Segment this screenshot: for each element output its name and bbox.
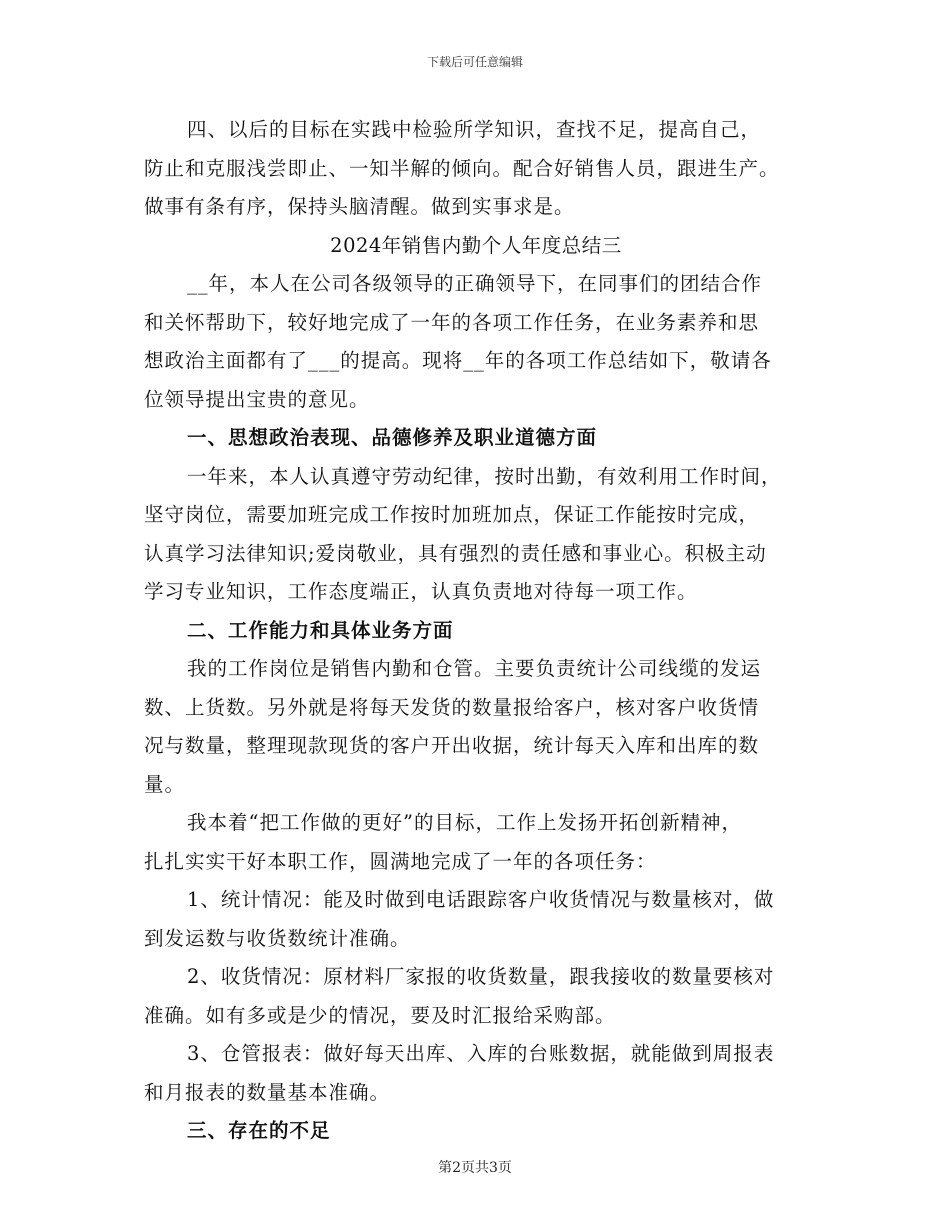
text-line: 一年来，本人认真遵守劳动纪律，按时出勤，有效利用工作时间，	[187, 464, 782, 488]
text-line: 四、以后的目标在实践中检验所学知识，查找不足，提高自己，	[187, 118, 762, 141]
text-line: 位领导提出宝贵的意见。	[144, 387, 370, 411]
text-line: 认真学习法律知识;爱岗敬业，具有强烈的责任感和事业心。积极主动	[144, 541, 767, 565]
text-line: 到发运数与收货数统计准确。	[144, 926, 411, 950]
document-title: 2024年销售内勤个人年度总结三	[330, 233, 622, 257]
section-heading: 二、工作能力和具体业务方面	[187, 618, 454, 642]
text-line: 坚守岗位，需要加班完成工作按时加班加点，保证工作能按时完成，	[144, 503, 760, 526]
text-line: 和月报表的数量基本准确。	[144, 1080, 391, 1104]
text-line: 量。	[144, 772, 186, 796]
text-line: 1、统计情况：能及时做到电话跟踪客户收货情况与数量核对，做	[187, 888, 775, 911]
text-line: 扎扎实实干好本职工作，圆满地完成了一年的各项任务：	[144, 849, 657, 873]
page-number: 第2页共3页	[438, 1160, 512, 1176]
page-header: 下载后可任意编辑	[426, 55, 523, 69]
text-line: 想政治主面都有了___的提高。现将__年的各项工作总结如下，敬请各	[144, 349, 772, 372]
section-heading: 一、思想政治表现、品德修养及职业道德方面	[187, 426, 598, 449]
text-line: 做事有条有序，保持头脑清醒。做到实事求是。	[144, 195, 575, 218]
document-body	[144, 111, 808, 1151]
text-line: 3、仓管报表：做好每天出库、入库的台账数据，就能做到周报表	[187, 1042, 775, 1065]
text-line: 2、收货情况：原材料厂家报的收货数量，跟我接收的数量要核对	[187, 965, 775, 988]
text-line: 准确。如有多或是少的情况，要及时汇报给采购部。	[144, 1003, 616, 1027]
text-line: 学习专业知识，工作态度端正，认真负责地对待每一项工作。	[144, 580, 698, 603]
text-line: 数、上货数。另外就是将每天发货的数量报给客户，核对客户收货情	[144, 695, 760, 719]
text-line: 和关怀帮助下，较好地完成了一年的各项工作任务，在业务素养和思	[144, 310, 760, 334]
text-line: __年，本人在公司各级领导的正确领导下，在同事们的团结合作	[187, 272, 763, 295]
text-line: 我的工作岗位是销售内勤和仓管。主要负责统计公司线缆的发运	[187, 657, 762, 680]
text-line: 况与数量，整理现款现货的客户开出收据，统计每天入库和出库的数	[144, 734, 760, 757]
text-line: 我本着“把工作做的更好”的目标，工作上发扬开拓创新精神，	[187, 811, 742, 834]
section-heading: 三、存在的不足	[187, 1119, 331, 1142]
text-line: 防止和克服浅尝即止、一知半解的倾向。配合好销售人员，跟进生产。	[144, 156, 780, 180]
